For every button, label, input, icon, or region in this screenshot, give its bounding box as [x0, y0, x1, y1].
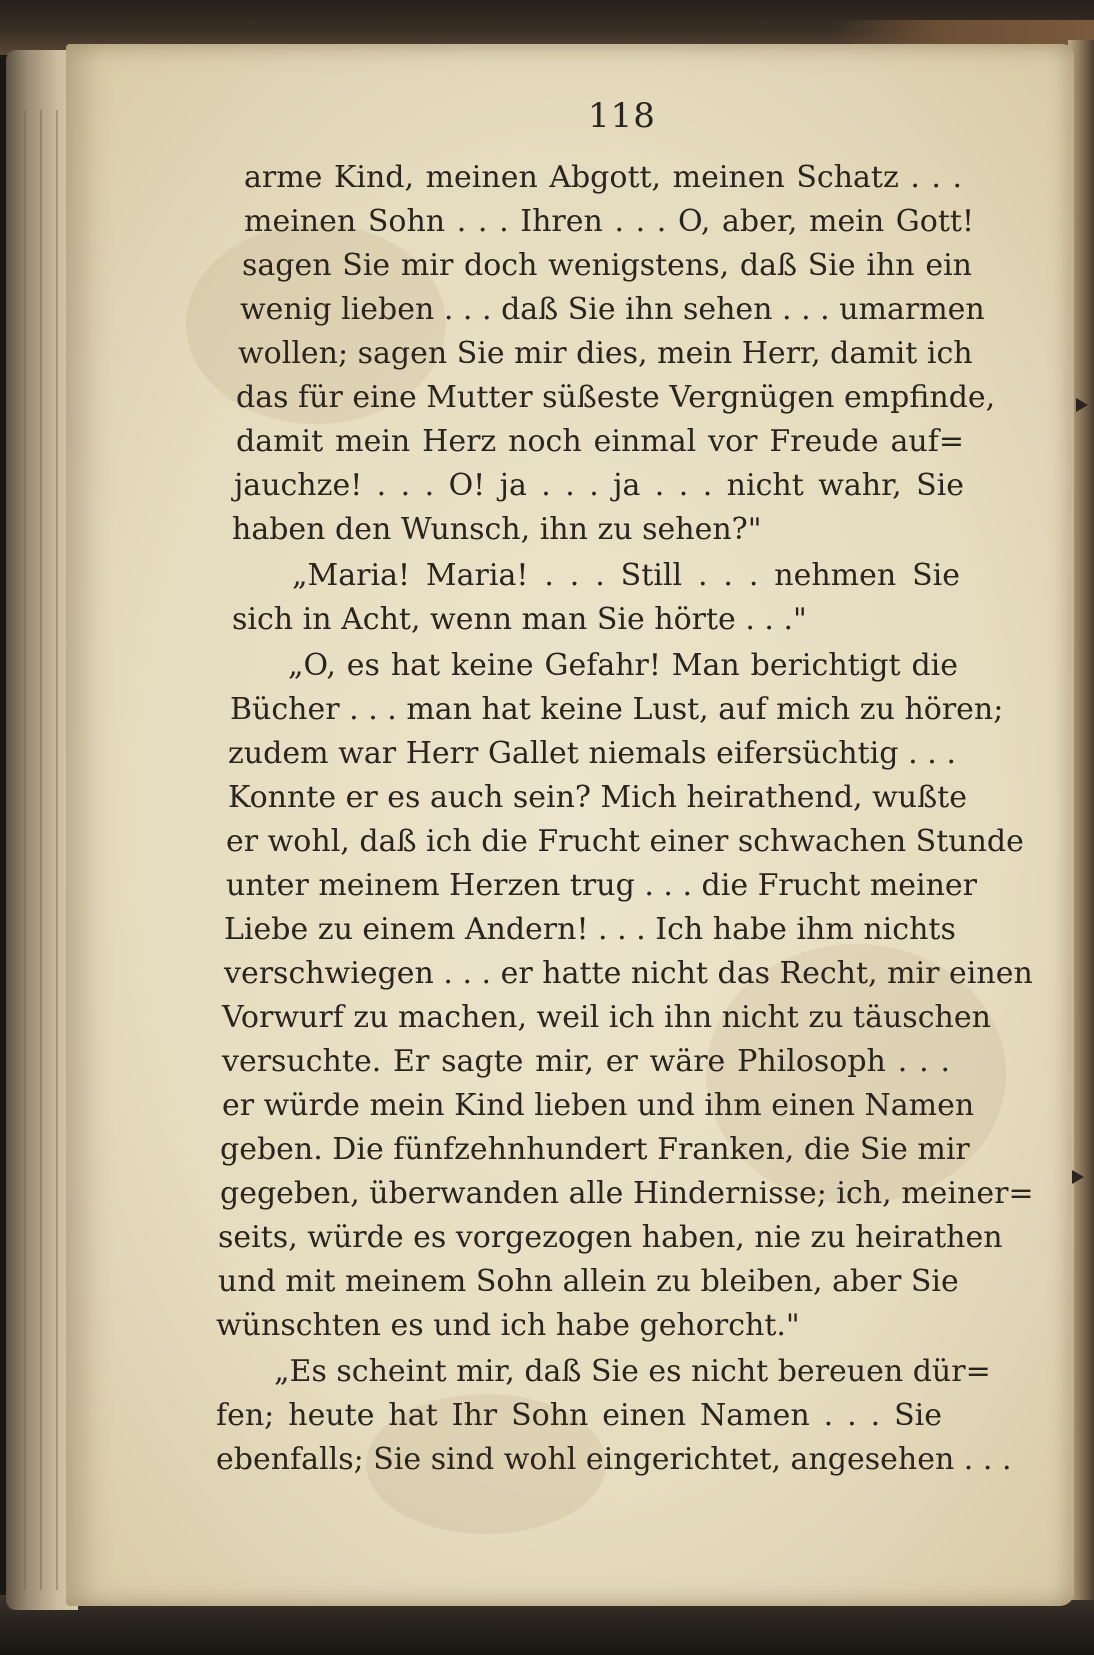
- text-line-9: haben den Wunsch, ihn zu sehen?": [232, 512, 762, 547]
- text-line-11: sich in Acht, wenn man Sie hörte . . .": [232, 602, 807, 637]
- text-line-1: arme Kind, meinen Abgott, meinen Schatz . . .: [244, 160, 962, 195]
- text-line-10: „Maria! Maria! . . . Still . . . nehmen Sie: [292, 558, 960, 593]
- text-line-28: „Es scheint mir, daß Sie es nicht bereuen dür=: [274, 1354, 991, 1389]
- text-line-19: verschwiegen . . . er hatte nicht das Recht, mir einen: [224, 956, 1033, 991]
- text-line-14: zudem war Herr Gallet niemals eifersüchtig . . .: [228, 736, 956, 771]
- text-line-17: unter meinem Herzen trug . . . die Frucht meiner: [226, 868, 978, 903]
- text-line-20: Vorwurf zu machen, weil ich ihn nicht zu täuschen: [222, 1000, 991, 1035]
- page-number: 118: [588, 96, 656, 136]
- text-line-13: Bücher . . . man hat keine Lust, auf mich zu hören;: [230, 692, 1004, 727]
- page-edge-line: [40, 110, 42, 1590]
- text-line-27: wünschten es und ich habe gehorcht.": [216, 1308, 800, 1343]
- page-edge-line: [56, 110, 58, 1590]
- text-line-18: Liebe zu einem Andern! . . . Ich habe ihm nichts: [224, 912, 956, 947]
- text-line-15: Konnte er es auch sein? Mich heirathend, wußte: [228, 780, 967, 815]
- text-line-12: „O, es hat keine Gefahr! Man berichtigt die: [288, 648, 958, 683]
- text-line-21: versuchte. Er sagte mir, er wäre Philosoph . . .: [222, 1044, 950, 1079]
- text-line-6: das für eine Mutter süßeste Vergnügen empfinde,: [236, 380, 996, 415]
- text-line-3: sagen Sie mir doch wenigstens, daß Sie ihn ein: [242, 248, 972, 283]
- text-line-4: wenig lieben . . . daß Sie ihn sehen . . . umarmen: [240, 292, 985, 327]
- text-line-5: wollen; sagen Sie mir dies, mein Herr, damit ich: [238, 336, 973, 371]
- margin-arrow-mark: [1072, 1170, 1084, 1184]
- text-line-26: und mit meinem Sohn allein zu bleiben, aber Sie: [218, 1264, 959, 1299]
- margin-arrow-mark: [1076, 398, 1088, 412]
- text-line-23: geben. Die fünfzehnhundert Franken, die Sie mir: [220, 1132, 970, 1167]
- text-line-16: er wohl, daß ich die Frucht einer schwachen Stunde: [226, 824, 1024, 859]
- text-line-8: jauchze! . . . O! ja . . . ja . . . nicht wahr, Sie: [234, 468, 964, 503]
- text-line-25: seits, würde es vorgezogen haben, nie zu heirathen: [218, 1220, 1003, 1255]
- text-line-24: gegeben, überwanden alle Hindernisse; ich, meiner=: [220, 1176, 1034, 1211]
- text-line-7: damit mein Herz noch einmal vor Freude auf=: [236, 424, 964, 459]
- page-edge-line: [24, 110, 26, 1590]
- text-line-22: er würde mein Kind lieben und ihm einen Namen: [222, 1088, 975, 1123]
- text-line-30: ebenfalls; Sie sind wohl eingerichtet, angesehen . . .: [216, 1442, 1012, 1477]
- text-line-2: meinen Sohn . . . Ihren . . . O, aber, mein Gott!: [244, 204, 974, 239]
- text-line-29: fen; heute hat Ihr Sohn einen Namen . . . Sie: [216, 1398, 942, 1433]
